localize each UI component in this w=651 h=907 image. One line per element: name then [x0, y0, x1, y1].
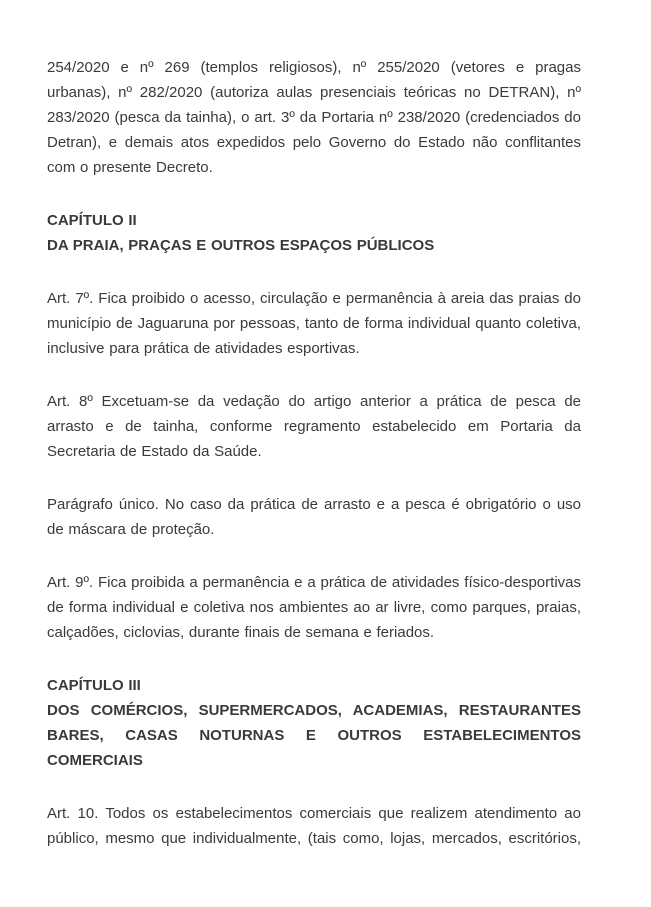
paragraph: Art. 8º Excetuam-se da vedação do artigo anterior a prática de pesca de arrasto e de tainha, conforme regramento estabelecido em Portaria da Secretaria de Estado da Saúde.: [47, 393, 581, 460]
chapter-heading: [47, 673, 581, 773]
chapter-title: DA PRAIA, PRAÇAS E OUTROS ESPAÇOS PÚBLICOS: [47, 237, 435, 254]
chapter-number: CAPÍTULO III: [47, 677, 141, 694]
chapter-number: CAPÍTULO II: [47, 212, 137, 229]
paragraph: Parágrafo único. No caso da prática de arrasto e a pesca é obrigatório o uso de máscara de proteção.: [47, 496, 581, 538]
chapter-title: DOS COMÉRCIOS, SUPERMERCADOS, ACADEMIAS, RESTAURANTES BARES, CASAS NOTURNAS E OUTROS ESTABELECIMENTOS COMERCIAIS: [47, 702, 581, 769]
chapter-heading: [47, 208, 581, 258]
document-content: [47, 55, 581, 851]
paragraph: Art. 7º. Fica proibido o acesso, circulação e permanência à areia das praias do município de Jaguaruna por pessoas, tanto de forma individual quanto coletiva, inclusive para prática de atividades esportivas.: [47, 290, 581, 357]
paragraph: Art. 10. Todos os estabelecimentos comerciais que realizem atendimento ao público, mesmo que individualmente, (tais como, lojas, mercados, escritórios,: [47, 805, 581, 847]
paragraph: 254/2020 e nº 269 (templos religiosos), nº 255/2020 (vetores e pragas urbanas), nº 282/2020 (autoriza aulas presenciais teóricas no DETRAN), nº 283/2020 (pesca da tainha), o art. 3º da Portaria nº 238/2020 (credenciados do Detran), e demais atos expedidos pelo Governo do Estado não conflitantes com o presente Decreto.: [47, 59, 581, 176]
paragraph: Art. 9º. Fica proibida a permanência e a prática de atividades físico-desportivas de forma individual e coletiva nos ambientes ao ar livre, como parques, praias, calçadões, ciclovias, durante finais de semana e feriados.: [47, 574, 581, 641]
